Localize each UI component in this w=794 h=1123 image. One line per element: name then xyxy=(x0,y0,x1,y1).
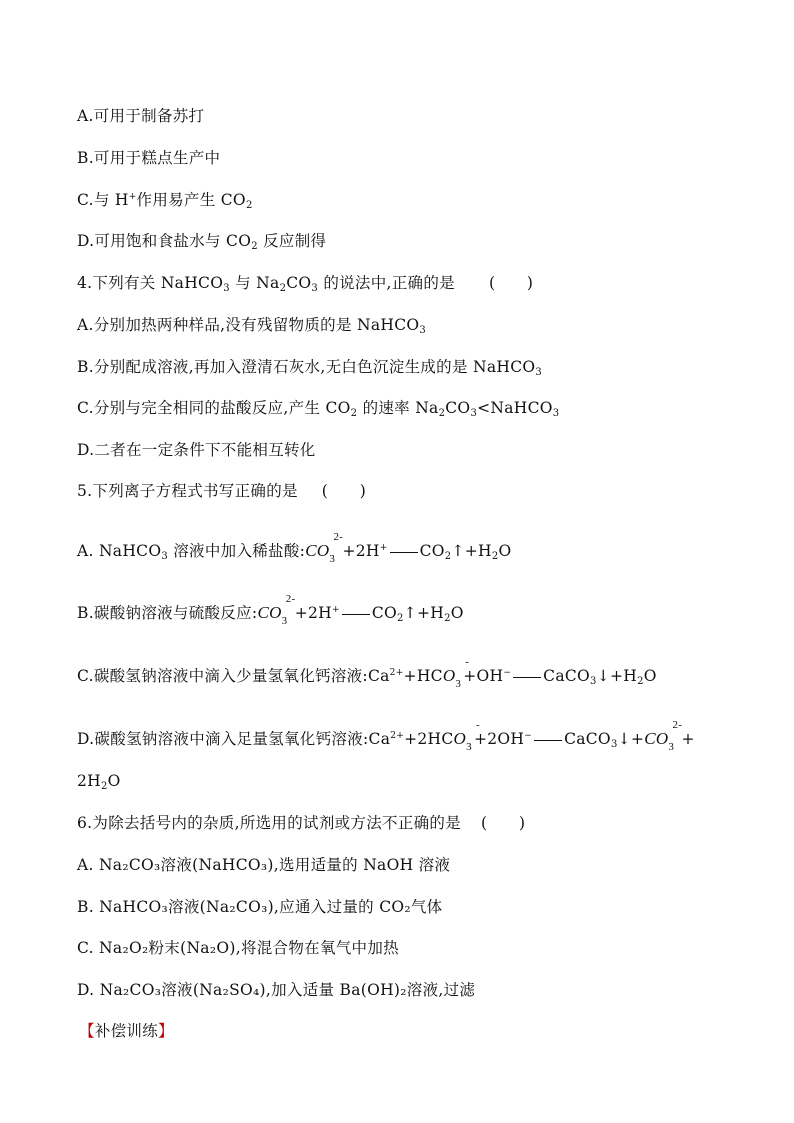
q4-option-a: A.分别加热两种样品,没有残留物质的是 NaHCO$_3$ xyxy=(77,316,427,336)
q5-option-c: C.碳酸氢钠溶液中滴入少量氢氧化钙溶液$:Ca^{2+}+HCO_3$ - +OH− $CaCO_3↓+H_2O$ xyxy=(77,656,657,690)
q3-option-a: A.可用于制备苏打 xyxy=(77,107,205,125)
q6-option-d: D. Na₂CO₃溶液(Na₂SO₄),加入适量 Ba(OH)₂溶液,过滤 xyxy=(77,981,476,999)
q5-option-b: B.碳酸钠溶液与硫酸反应$:CO_3$ 2- +2H+ $CO_2↑+H_2O$ xyxy=(77,593,464,627)
q4-stem: 4.下列有关 NaHCO$_3$ 与 $Na_2CO_3$ 的说法中,正确的是 ( ) xyxy=(77,274,534,294)
q4-option-b: B.分别配成溶液,再加入澄清石灰水,无白色沉淀生成的是 NaHCO$_3$ xyxy=(77,358,543,378)
q4-option-d: D.二者在一定条件下不能相互转化 xyxy=(77,441,316,459)
q6-option-b: B. NaHCO₃溶液(Na₂CO₃),应通入过量的 CO₂气体 xyxy=(77,898,443,916)
q5-option-d: D.碳酸氢钠溶液中滴入足量氢氧化钙溶液$:Ca^{2+}+2HCO_3$ - +2OH− $CaCO_3↓+CO_3$ 2- + xyxy=(77,719,695,753)
supplement-heading: 【补偿训练】 xyxy=(79,1022,174,1040)
q5-option-a: A. NaHCO$_3$ 溶液中加入稀盐酸$:CO_3$ 2- +2H+ $CO_2↑+H_2O$ xyxy=(77,531,512,565)
q6-option-a: A. Na₂CO₃溶液(NaHCO₃),选用适量的 NaOH 溶液 xyxy=(77,856,451,874)
q3-option-b: B.可用于糕点生产中 xyxy=(77,149,221,167)
q5-stem: 5.下列离子方程式书写正确的是 ( ) xyxy=(77,482,367,500)
q6-stem: 6.为除去括号内的杂质,所选用的试剂或方法不正确的是 ( ) xyxy=(77,814,526,832)
q3-option-d: D.可用饱和食盐水与 $CO_2$ 反应制得 xyxy=(77,232,327,252)
q5-option-d-continued: $2H_2O$ xyxy=(77,772,121,792)
q3-option-c: C.与 H+作用易产生 $CO_2$ xyxy=(77,191,253,211)
q4-option-c: C.分别与完全相同的盐酸反应,产生 $CO_2$ 的速率 $Na_2CO_3<NaHCO_3$ xyxy=(77,399,560,419)
q6-option-c: C. Na₂O₂粉末(Na₂O),将混合物在氧气中加热 xyxy=(77,939,399,957)
